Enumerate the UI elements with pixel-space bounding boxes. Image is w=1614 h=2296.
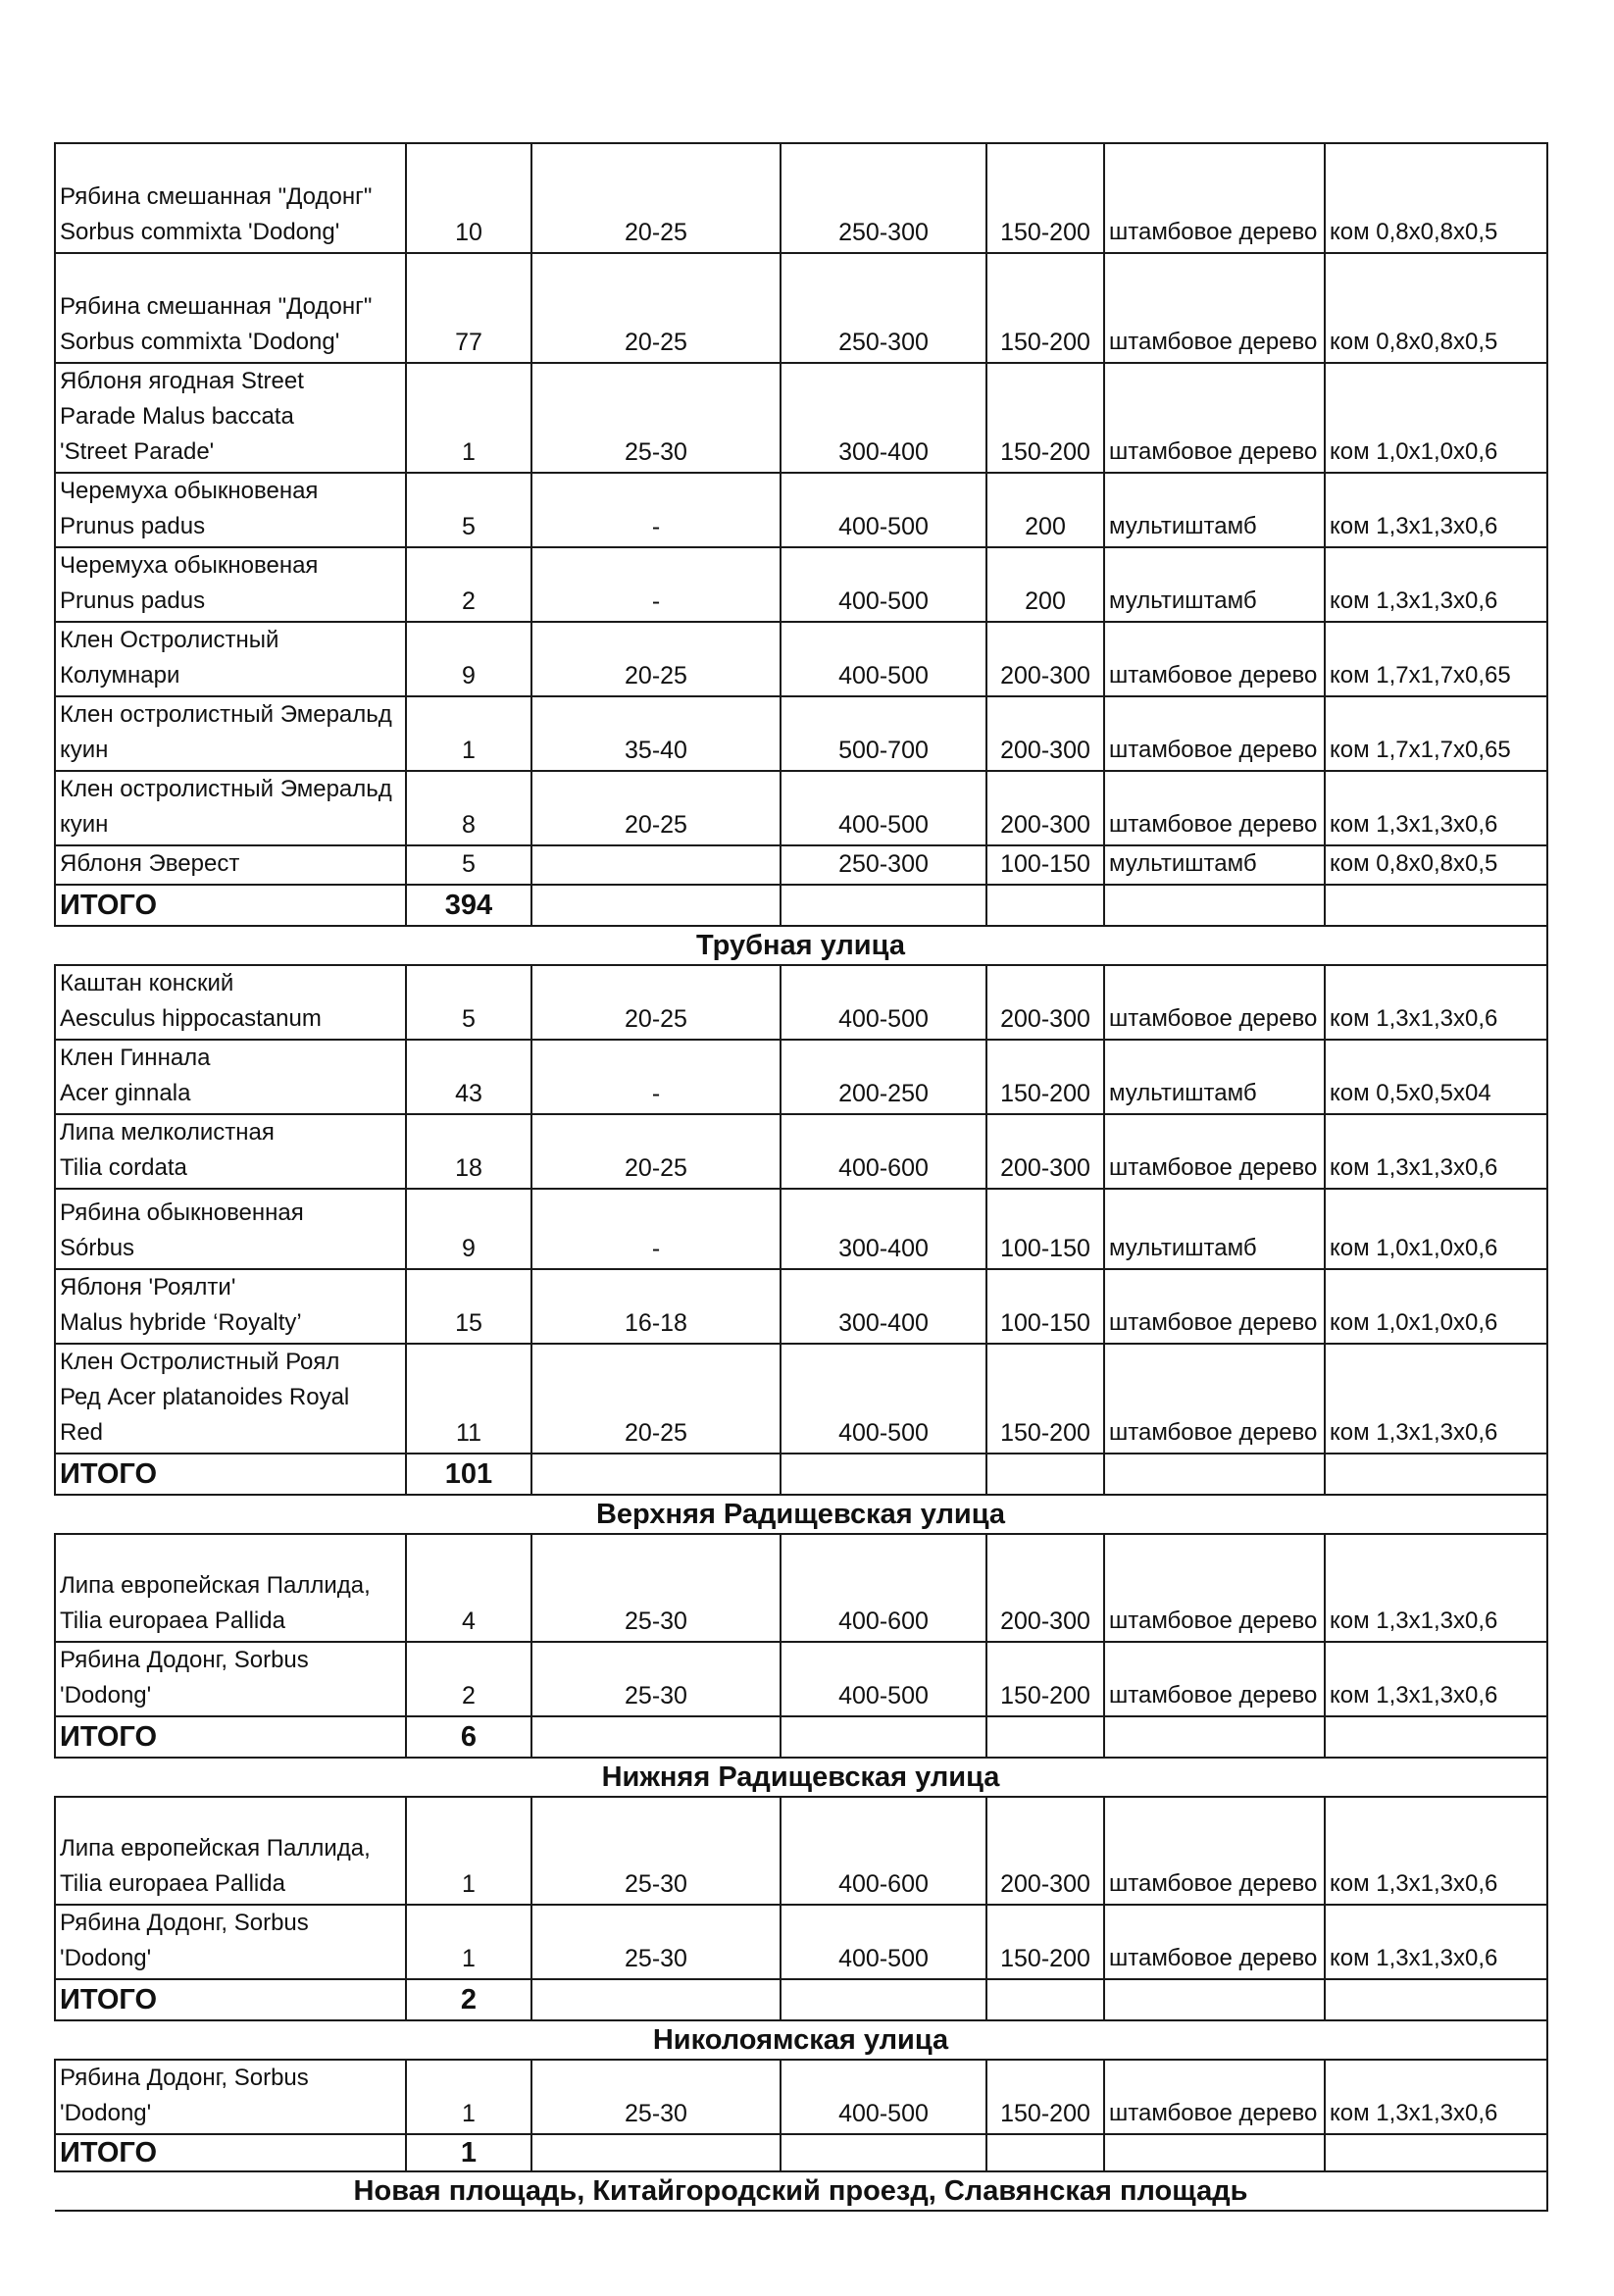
quantity-cell: 8: [406, 771, 531, 845]
root-ball-cell: ком 1,3х1,3х0,6: [1325, 547, 1547, 622]
quantity-cell: 1: [406, 1905, 531, 1979]
height-cell: 400-600: [781, 1797, 986, 1905]
plant-name-line: Яблоня 'Роялти': [60, 1274, 236, 1301]
stem-height-cell: 200-300: [986, 696, 1104, 771]
plant-name-line: Липа мелколистная: [60, 1119, 275, 1146]
total-label: ИТОГО: [55, 2134, 406, 2171]
quantity-cell: 77: [406, 253, 531, 363]
table-row: [55, 143, 1547, 253]
quantity-cell: 1: [406, 696, 531, 771]
plant-name-line: Яблоня ягодная Street: [60, 368, 304, 394]
height-cell: 500-700: [781, 696, 986, 771]
height-cell: 250-300: [781, 253, 986, 363]
plant-name-cell: [55, 622, 406, 696]
plant-name-line: Ред Acer platanoides Royal: [60, 1384, 350, 1410]
stem-height-cell: 200-300: [986, 622, 1104, 696]
planting-table-sheet: [54, 142, 1546, 2212]
trunk-girth-cell: 25-30: [531, 1905, 781, 1979]
crown-form-cell: штамбовое дерево: [1104, 771, 1325, 845]
table-row: [55, 845, 1547, 885]
trunk-girth-cell: 25-30: [531, 2060, 781, 2134]
plant-name-line: 'Street Parade': [60, 438, 215, 465]
crown-form-cell: штамбовое дерево: [1104, 696, 1325, 771]
plant-name-line: Рябина обыкновенная: [60, 1199, 304, 1226]
stem-height-cell: 200: [986, 473, 1104, 547]
table-row: [55, 1905, 1547, 1979]
plant-name-line: Tilia europaea Pallida: [60, 1607, 285, 1634]
plant-name-line: Рябина Додонг, Sorbus: [60, 1910, 309, 1936]
stem-height-cell: 100-150: [986, 1189, 1104, 1269]
root-ball-cell: ком 1,3х1,3х0,6: [1325, 1344, 1547, 1454]
empty-cell: [986, 1716, 1104, 1758]
root-ball-cell: ком 1,3х1,3х0,6: [1325, 473, 1547, 547]
quantity-cell: 5: [406, 473, 531, 547]
stem-height-cell: 200-300: [986, 1797, 1104, 1905]
table-row: [55, 1040, 1547, 1114]
crown-form-cell: штамбовое дерево: [1104, 253, 1325, 363]
table-row: [55, 1189, 1547, 1269]
height-cell: 200-250: [781, 1040, 986, 1114]
quantity-cell: 2: [406, 547, 531, 622]
trunk-girth-cell: -: [531, 547, 781, 622]
empty-cell: [531, 1454, 781, 1495]
stem-height-cell: 150-200: [986, 1642, 1104, 1716]
table-row: [55, 622, 1547, 696]
height-cell: 250-300: [781, 143, 986, 253]
plant-name-line: Tilia europaea Pallida: [60, 1870, 285, 1897]
street-header-row: [55, 1758, 1547, 1797]
crown-form-cell: штамбовое дерево: [1104, 1905, 1325, 1979]
height-cell: 400-500: [781, 1905, 986, 1979]
plant-name-line: Каштан конский: [60, 970, 234, 996]
height-cell: 400-500: [781, 1344, 986, 1454]
plant-name-line: куин: [60, 811, 109, 838]
empty-cell: [1325, 2134, 1547, 2171]
plant-name-line: Рябина смешанная "Додонг": [60, 293, 373, 320]
stem-height-cell: 150-200: [986, 2060, 1104, 2134]
table-row: [55, 1797, 1547, 1905]
plant-name-line: Яблоня Эверест: [60, 850, 240, 877]
root-ball-cell: ком 1,3х1,3х0,6: [1325, 1642, 1547, 1716]
crown-form-cell: мультиштамб: [1104, 1040, 1325, 1114]
empty-cell: [1104, 1716, 1325, 1758]
plant-name-line: куин: [60, 737, 109, 763]
planting-table: [54, 142, 1548, 2212]
trunk-girth-cell: -: [531, 473, 781, 547]
height-cell: 400-600: [781, 1114, 986, 1189]
empty-cell: [1104, 2134, 1325, 2171]
street-header-row: [55, 926, 1547, 965]
street-header-row: [55, 2171, 1547, 2211]
trunk-girth-cell: 25-30: [531, 1797, 781, 1905]
quantity-cell: 11: [406, 1344, 531, 1454]
empty-cell: [1325, 1716, 1547, 1758]
total-value: 2: [406, 1979, 531, 2020]
empty-cell: [1104, 885, 1325, 926]
plant-name-line: Клен Остролистный Роял: [60, 1349, 340, 1375]
root-ball-cell: ком 0,5х0,5х04: [1325, 1040, 1547, 1114]
plant-name-cell: [55, 696, 406, 771]
quantity-cell: 1: [406, 363, 531, 473]
empty-cell: [781, 2134, 986, 2171]
plant-name-cell: [55, 143, 406, 253]
plant-name-line: Клен Гиннала: [60, 1045, 211, 1071]
trunk-girth-cell: 20-25: [531, 143, 781, 253]
empty-cell: [781, 1979, 986, 2020]
root-ball-cell: ком 1,7х1,7х0,65: [1325, 622, 1547, 696]
empty-cell: [1325, 885, 1547, 926]
trunk-girth-cell: -: [531, 1040, 781, 1114]
crown-form-cell: штамбовое дерево: [1104, 2060, 1325, 2134]
total-row: [55, 1979, 1547, 2020]
root-ball-cell: ком 0,8х0,8х0,5: [1325, 143, 1547, 253]
total-value: 101: [406, 1454, 531, 1495]
plant-name-line: Липа европейская Паллида,: [60, 1835, 371, 1862]
crown-form-cell: штамбовое дерево: [1104, 1534, 1325, 1642]
street-header-row: [55, 1495, 1547, 1534]
quantity-cell: 9: [406, 1189, 531, 1269]
trunk-girth-cell: 20-25: [531, 1344, 781, 1454]
table-row: [55, 965, 1547, 1040]
total-value: 394: [406, 885, 531, 926]
table-row: [55, 1642, 1547, 1716]
plant-name-cell: [55, 845, 406, 885]
plant-name-line: Aesculus hippocastanum: [60, 1005, 322, 1032]
plant-name-cell: [55, 965, 406, 1040]
total-row: [55, 2134, 1547, 2171]
plant-name-line: Malus hybride ‘Royalty’: [60, 1309, 302, 1336]
empty-cell: [781, 885, 986, 926]
empty-cell: [781, 1716, 986, 1758]
total-label: ИТОГО: [55, 1716, 406, 1758]
crown-form-cell: штамбовое дерево: [1104, 363, 1325, 473]
quantity-cell: 1: [406, 1797, 531, 1905]
empty-cell: [986, 1979, 1104, 2020]
plant-name-line: Red: [60, 1419, 104, 1446]
trunk-girth-cell: 25-30: [531, 1534, 781, 1642]
table-row: [55, 1344, 1547, 1454]
root-ball-cell: ком 1,3х1,3х0,6: [1325, 771, 1547, 845]
crown-form-cell: штамбовое дерево: [1104, 1797, 1325, 1905]
empty-cell: [1325, 1979, 1547, 2020]
total-row: [55, 885, 1547, 926]
height-cell: 250-300: [781, 845, 986, 885]
table-row: [55, 1269, 1547, 1344]
stem-height-cell: 200-300: [986, 1114, 1104, 1189]
root-ball-cell: ком 1,3х1,3х0,6: [1325, 1114, 1547, 1189]
street-header: Нижняя Радищевская улица: [55, 1758, 1547, 1797]
plant-name-line: Prunus padus: [60, 513, 206, 539]
crown-form-cell: мультиштамб: [1104, 1189, 1325, 1269]
trunk-girth-cell: 35-40: [531, 696, 781, 771]
total-value: 6: [406, 1716, 531, 1758]
trunk-girth-cell: 20-25: [531, 1114, 781, 1189]
trunk-girth-cell: 25-30: [531, 1642, 781, 1716]
crown-form-cell: штамбовое дерево: [1104, 143, 1325, 253]
quantity-cell: 5: [406, 965, 531, 1040]
root-ball-cell: ком 0,8х0,8х0,5: [1325, 253, 1547, 363]
street-header: Верхняя Радищевская улица: [55, 1495, 1547, 1534]
root-ball-cell: ком 1,3х1,3х0,6: [1325, 1797, 1547, 1905]
trunk-girth-cell: 20-25: [531, 253, 781, 363]
table-row: [55, 696, 1547, 771]
stem-height-cell: 150-200: [986, 1344, 1104, 1454]
plant-name-cell: [55, 1642, 406, 1716]
crown-form-cell: мультиштамб: [1104, 547, 1325, 622]
crown-form-cell: штамбовое дерево: [1104, 1642, 1325, 1716]
plant-name-line: Рябина смешанная "Додонг": [60, 183, 373, 210]
root-ball-cell: ком 1,0х1,0х0,6: [1325, 363, 1547, 473]
plant-name-cell: [55, 1797, 406, 1905]
plant-name-cell: [55, 2060, 406, 2134]
empty-cell: [1104, 1979, 1325, 2020]
total-label: ИТОГО: [55, 1979, 406, 2020]
empty-cell: [986, 885, 1104, 926]
empty-cell: [531, 2134, 781, 2171]
plant-name-cell: [55, 771, 406, 845]
stem-height-cell: 150-200: [986, 1040, 1104, 1114]
total-label: ИТОГО: [55, 1454, 406, 1495]
plant-name-line: Prunus padus: [60, 587, 206, 614]
plant-name-cell: [55, 363, 406, 473]
quantity-cell: 15: [406, 1269, 531, 1344]
plant-name-line: Sorbus commixta 'Dodong': [60, 219, 340, 245]
stem-height-cell: 200-300: [986, 965, 1104, 1040]
plant-name-cell: [55, 1189, 406, 1269]
quantity-cell: 10: [406, 143, 531, 253]
height-cell: 400-500: [781, 2060, 986, 2134]
stem-height-cell: 100-150: [986, 1269, 1104, 1344]
trunk-girth-cell: -: [531, 1189, 781, 1269]
height-cell: 300-400: [781, 1189, 986, 1269]
empty-cell: [986, 1454, 1104, 1495]
stem-height-cell: 200: [986, 547, 1104, 622]
crown-form-cell: мультиштамб: [1104, 473, 1325, 547]
empty-cell: [531, 885, 781, 926]
stem-height-cell: 100-150: [986, 845, 1104, 885]
stem-height-cell: 150-200: [986, 363, 1104, 473]
table-row: [55, 253, 1547, 363]
root-ball-cell: ком 1,3х1,3х0,6: [1325, 965, 1547, 1040]
plant-name-line: Клен Остролистный Колумнари: [60, 627, 279, 689]
height-cell: 400-500: [781, 622, 986, 696]
table-row: [55, 547, 1547, 622]
empty-cell: [781, 1454, 986, 1495]
empty-cell: [531, 1979, 781, 2020]
plant-name-line: Sorbus commixta 'Dodong': [60, 329, 340, 355]
plant-name-line: Рябина Додонг, Sorbus: [60, 2065, 309, 2091]
trunk-girth-cell: [531, 845, 781, 885]
root-ball-cell: ком 1,7х1,7х0,65: [1325, 696, 1547, 771]
plant-name-cell: [55, 1040, 406, 1114]
height-cell: 400-500: [781, 965, 986, 1040]
plant-name-line: Черемуха обыкновеная: [60, 478, 319, 504]
street-header: Новая площадь, Китайгородский проезд, Славянская площадь: [55, 2171, 1547, 2211]
plant-name-line: 'Dodong': [60, 1682, 152, 1709]
height-cell: 400-500: [781, 1642, 986, 1716]
total-row: [55, 1716, 1547, 1758]
root-ball-cell: ком 1,0х1,0х0,6: [1325, 1189, 1547, 1269]
quantity-cell: 2: [406, 1642, 531, 1716]
stem-height-cell: 150-200: [986, 253, 1104, 363]
plant-name-line: 'Dodong': [60, 1945, 152, 1971]
table-row: [55, 363, 1547, 473]
trunk-girth-cell: 25-30: [531, 363, 781, 473]
plant-name-cell: [55, 473, 406, 547]
table-row: [55, 771, 1547, 845]
empty-cell: [531, 1716, 781, 1758]
street-header-row: [55, 2020, 1547, 2060]
table-row: [55, 2060, 1547, 2134]
root-ball-cell: ком 1,3х1,3х0,6: [1325, 2060, 1547, 2134]
table-body: [55, 143, 1547, 2211]
quantity-cell: 18: [406, 1114, 531, 1189]
root-ball-cell: ком 1,3х1,3х0,6: [1325, 1534, 1547, 1642]
crown-form-cell: штамбовое дерево: [1104, 622, 1325, 696]
plant-name-line: Черемуха обыкновеная: [60, 552, 319, 579]
stem-height-cell: 200-300: [986, 771, 1104, 845]
height-cell: 400-600: [781, 1534, 986, 1642]
plant-name-cell: [55, 1905, 406, 1979]
root-ball-cell: ком 1,3х1,3х0,6: [1325, 1905, 1547, 1979]
empty-cell: [1104, 1454, 1325, 1495]
empty-cell: [1325, 1454, 1547, 1495]
table-row: [55, 1114, 1547, 1189]
height-cell: 400-500: [781, 473, 986, 547]
crown-form-cell: штамбовое дерево: [1104, 1269, 1325, 1344]
plant-name-line: 'Dodong': [60, 2100, 152, 2126]
crown-form-cell: мультиштамб: [1104, 845, 1325, 885]
stem-height-cell: 150-200: [986, 1905, 1104, 1979]
plant-name-line: Клен остролистный Эмеральд: [60, 776, 392, 802]
crown-form-cell: штамбовое дерево: [1104, 965, 1325, 1040]
table-row: [55, 473, 1547, 547]
trunk-girth-cell: 20-25: [531, 622, 781, 696]
quantity-cell: 43: [406, 1040, 531, 1114]
total-label: ИТОГО: [55, 885, 406, 926]
total-value: 1: [406, 2134, 531, 2171]
plant-name-line: Липа европейская Паллида,: [60, 1572, 371, 1599]
trunk-girth-cell: 20-25: [531, 771, 781, 845]
crown-form-cell: штамбовое дерево: [1104, 1344, 1325, 1454]
root-ball-cell: ком 0,8х0,8х0,5: [1325, 845, 1547, 885]
height-cell: 300-400: [781, 363, 986, 473]
plant-name-cell: [55, 1344, 406, 1454]
empty-cell: [986, 2134, 1104, 2171]
height-cell: 400-500: [781, 547, 986, 622]
crown-form-cell: штамбовое дерево: [1104, 1114, 1325, 1189]
quantity-cell: 9: [406, 622, 531, 696]
total-row: [55, 1454, 1547, 1495]
stem-height-cell: 200-300: [986, 1534, 1104, 1642]
street-header: Трубная улица: [55, 926, 1547, 965]
plant-name-line: Клен остролистный Эмеральд: [60, 701, 392, 728]
plant-name-line: Sórbus: [60, 1235, 135, 1261]
root-ball-cell: ком 1,0х1,0х0,6: [1325, 1269, 1547, 1344]
plant-name-cell: [55, 1534, 406, 1642]
trunk-girth-cell: 16-18: [531, 1269, 781, 1344]
plant-name-line: Рябина Додонг, Sorbus: [60, 1647, 309, 1673]
quantity-cell: 1: [406, 2060, 531, 2134]
plant-name-cell: [55, 1269, 406, 1344]
plant-name-line: Acer ginnala: [60, 1080, 191, 1106]
height-cell: 400-500: [781, 771, 986, 845]
quantity-cell: 5: [406, 845, 531, 885]
plant-name-cell: [55, 1114, 406, 1189]
plant-name-cell: [55, 547, 406, 622]
stem-height-cell: 150-200: [986, 143, 1104, 253]
plant-name-line: Tilia cordata: [60, 1154, 187, 1181]
trunk-girth-cell: 20-25: [531, 965, 781, 1040]
height-cell: 300-400: [781, 1269, 986, 1344]
quantity-cell: 4: [406, 1534, 531, 1642]
table-row: [55, 1534, 1547, 1642]
plant-name-line: Parade Malus baccata: [60, 403, 294, 430]
plant-name-cell: [55, 253, 406, 363]
street-header: Николоямская улица: [55, 2020, 1547, 2060]
